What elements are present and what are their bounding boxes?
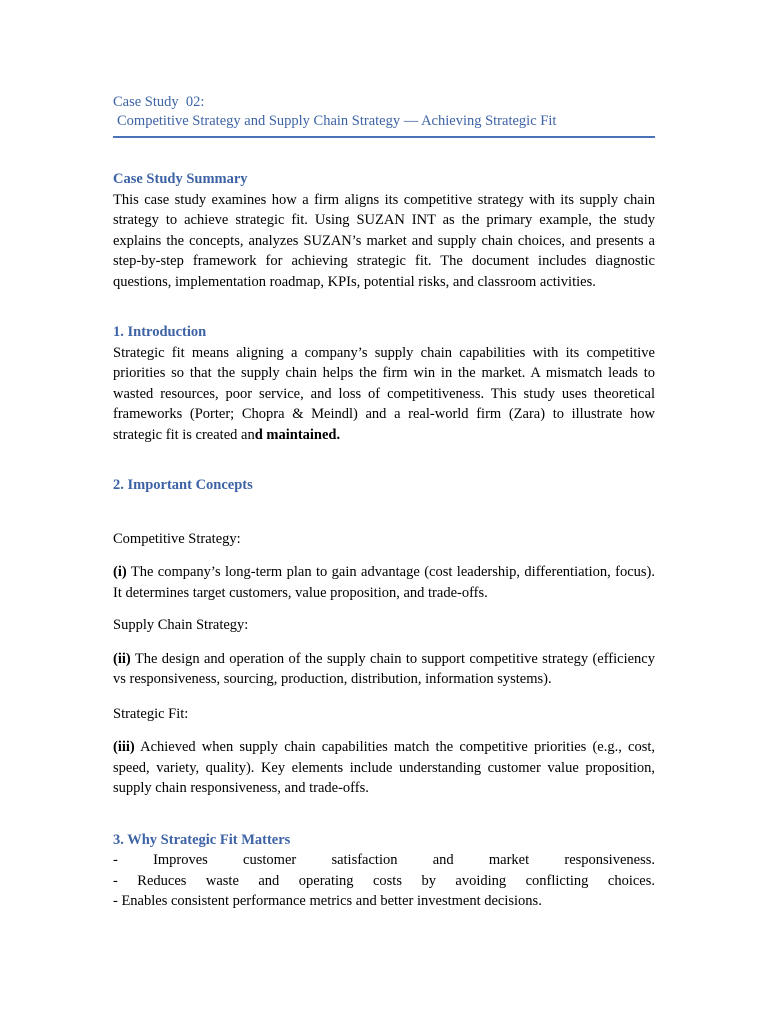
concepts-heading: 2. Important Concepts (113, 477, 253, 493)
introduction-paragraph (113, 343, 655, 446)
strategic-fit-label: Strategic Fit: (113, 705, 189, 722)
why-fit-bullet: - Reduces waste and operating costs by avoiding conflicting choices. (113, 872, 655, 889)
why-fit-bullet: - Improves customer satisfaction and market responsiveness. (113, 852, 655, 868)
summary-heading: Case Study Summary (113, 171, 248, 187)
introduction-bold-tail: d maintained. (254, 426, 341, 443)
case-study-number: Case Study 02: (113, 94, 205, 110)
competitive-strategy-label: Competitive Strategy: (113, 530, 241, 547)
supply-chain-strategy-definition (113, 649, 659, 690)
introduction-text: Strategic fit means aligning a company’s supply chain capabilities with its competitive priorities so that the supply chain helps the firm win in the market. A mismatch leads to wasted resources, poor service, and loss of competitiveness. This study uses theoretical frameworks (Porter; Chopra & Meindl) and a real-world firm (Zara) to illustrate how strategic fit is created an (113, 344, 655, 443)
definition-text: The design and operation of the supply chain to support competitive strategy (efficiency vs responsiveness, sourcing, production, distribution, information systems). (113, 650, 659, 687)
supply-chain-strategy-label: Supply Chain Strategy: (113, 617, 249, 633)
definition-text: Achieved when supply chain capabilities match the competitive priorities (e.g., cost, speed, variety, quality). Key elements include understanding customer value proposition, supply chain responsiveness, and trade-offs. (113, 739, 659, 796)
strategic-fit-definition (113, 737, 659, 799)
definition-marker: (ii) (113, 650, 131, 667)
why-fit-heading: 3. Why Strategic Fit Matters (113, 831, 291, 848)
competitive-strategy-definition (113, 562, 659, 603)
summary-paragraph: This case study examines how a firm aligns its competitive strategy with its supply chain strategy to achieve strategic fit. Using SUZAN INT as the primary example, the study explains the concepts, analyzes SUZAN’s market and supply chain choices, and presents a step-by-step framework for achieving strategic fit. The document includes diagnostic questions, implementation roadmap, KPIs, potential risks, and classroom activities. (113, 191, 655, 290)
definition-marker: (i) (113, 564, 127, 580)
definition-text: The company’s long-term plan to gain advantage (cost leadership, differentiation, focus). It determines target customers, value proposition, and trade-offs. (113, 564, 659, 601)
document-title-block (113, 93, 655, 138)
definition-marker: (iii) (113, 739, 135, 755)
introduction-heading: 1. Introduction (113, 324, 207, 340)
why-fit-bullet: - Enables consistent performance metrics and better investment decisions. (113, 893, 542, 909)
document-page (113, 93, 659, 912)
document-title: Competitive Strategy and Supply Chain Strategy — Achieving Strategic Fit (117, 113, 557, 129)
